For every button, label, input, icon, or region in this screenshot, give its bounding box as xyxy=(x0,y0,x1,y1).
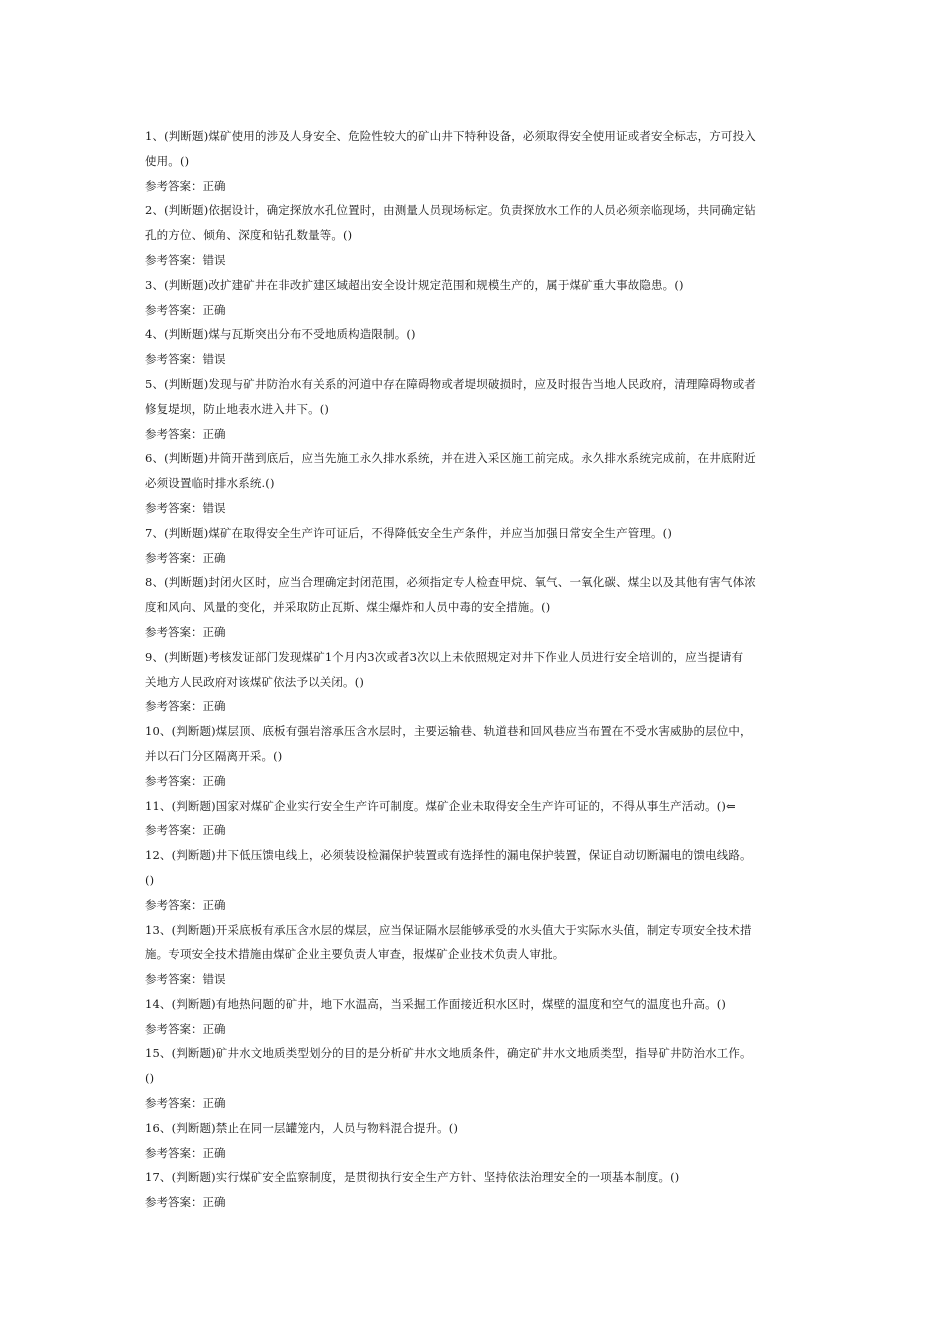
question-line: 11、(判断题)国家对煤矿企业实行安全生产许可制度。煤矿企业未取得安全生产许可证的，不得从事生产活动。()⇐ xyxy=(145,798,736,813)
answer-line: 参考答案：正确 xyxy=(145,1096,226,1111)
question-item xyxy=(145,719,810,793)
question-line: 13、(判断题)开采底板有承压含水层的煤层，应当保证隔水层能够承受的水头值大于实际水头值，制定专项安全技术措 xyxy=(145,922,752,937)
answer-line: 参考答案：错误 xyxy=(145,972,226,987)
answer-line: 参考答案：正确 xyxy=(145,699,226,714)
answer-line: 参考答案：正确 xyxy=(145,773,226,788)
question-item xyxy=(145,273,810,323)
answer-line: 参考答案：正确 xyxy=(145,1021,226,1036)
question-item xyxy=(145,1165,810,1215)
answer-line: 参考答案：正确 xyxy=(145,426,226,441)
question-item xyxy=(145,645,810,719)
question-item xyxy=(145,446,810,520)
answer-line: 参考答案：错误 xyxy=(145,352,226,367)
answer-line: 参考答案：错误 xyxy=(145,252,226,267)
question-line: 度和风向、风量的变化，并采取防止瓦斯、煤尘爆炸和人员中毒的安全措施。() xyxy=(145,600,551,615)
question-line: 6、(判断题)井筒开凿到底后，应当先施工永久排水系统，并在进入采区施工前完成。永久排水系统完成前，在井底附近 xyxy=(145,451,756,466)
question-line: 3、(判断题)改扩建矿井在非改扩建区域超出安全设计规定范围和规模生产的，属于煤矿重大事故隐患。() xyxy=(145,277,684,292)
question-line: 1、(判断题)煤矿使用的涉及人身安全、危险性较大的矿山井下特种设备，必须取得安全使用证或者安全标志，方可投入 xyxy=(145,129,756,143)
question-item xyxy=(145,1041,810,1115)
answer-line: 参考答案：正确 xyxy=(145,1145,226,1160)
question-line: 施。专项安全技术措施由煤矿企业主要负责人审查，报煤矿企业技术负责人审批。 xyxy=(145,947,565,962)
question-item xyxy=(145,570,810,644)
question-line: 10、(判断题)煤层顶、底板有强岩溶承压含水层时，主要运输巷、轨道巷和回风巷应当布置在不受水害威胁的层位中， xyxy=(145,724,752,739)
answer-line: 参考答案：正确 xyxy=(145,624,226,639)
question-line: 9、(判断题)考核发证部门发现煤矿1个月内3次或者3次以上未依照规定对井下作业人员进行安全培训的，应当提请有 xyxy=(145,649,744,664)
question-line: 7、(判断题)煤矿在取得安全生产许可证后，不得降低安全生产条件，并应当加强日常安全生产管理。() xyxy=(145,525,672,540)
question-line: () xyxy=(145,872,155,887)
question-line: 并以石门分区隔离开采。() xyxy=(145,748,283,763)
question-line: 17、(判断题)实行煤矿安全监察制度，是贯彻执行安全生产方针、坚持依法治理安全的一项基本制度。() xyxy=(145,1170,680,1185)
question-line: 使用。() xyxy=(145,153,190,168)
answer-line: 参考答案：正确 xyxy=(145,550,226,565)
question-item xyxy=(145,843,810,917)
answer-line: 参考答案：正确 xyxy=(145,1195,226,1210)
question-line: 修复堤坝，防止地表水进入井下。() xyxy=(145,401,330,416)
question-item xyxy=(145,322,810,372)
document-body xyxy=(145,124,810,1215)
answer-line: 参考答案：正确 xyxy=(145,897,226,912)
question-item xyxy=(145,1116,810,1166)
question-line: 必须设置临时排水系统.() xyxy=(145,476,275,491)
question-item xyxy=(145,918,810,992)
question-item xyxy=(145,521,810,571)
answer-line: 参考答案：正确 xyxy=(145,178,226,193)
question-line: 12、(判断题)井下低压馈电线上，必须装设检漏保护装置或有选择性的漏电保护装置，保证自动切断漏电的馈电线路。 xyxy=(145,848,752,863)
question-item xyxy=(145,372,810,446)
answer-line: 参考答案：错误 xyxy=(145,500,226,515)
question-line: () xyxy=(145,1071,155,1086)
question-line: 14、(判断题)有地热问题的矿井，地下水温高，当采掘工作面接近积水区时，煤壁的温度和空气的温度也升高。() xyxy=(145,996,727,1011)
question-line: 孔的方位、倾角、深度和钻孔数量等。() xyxy=(145,228,353,243)
answer-line: 参考答案：正确 xyxy=(145,823,226,838)
question-line: 关地方人民政府对该煤矿依法予以关闭。() xyxy=(145,674,364,689)
answer-line: 参考答案：正确 xyxy=(145,302,226,317)
question-line: 15、(判断题)矿井水文地质类型划分的目的是分析矿井水文地质条件，确定矿井水文地质类型，指导矿井防治水工作。 xyxy=(145,1046,752,1061)
question-line: 2、(判断题)依据设计，确定探放水孔位置时，由测量人员现场标定。负责探放水工作的人员必须亲临现场，共同确定钻 xyxy=(145,203,756,218)
question-item xyxy=(145,198,810,272)
question-line: 5、(判断题)发现与矿井防治水有关系的河道中存在障碍物或者堤坝破损时，应及时报告当地人民政府，清理障碍物或者 xyxy=(145,376,756,391)
question-item xyxy=(145,794,810,844)
question-line: 8、(判断题)封闭火区时，应当合理确定封闭范围，必须指定专人检查甲烷、氧气、一氧化碳、煤尘以及其他有害气体浓 xyxy=(145,575,756,590)
question-line: 4、(判断题)煤与瓦斯突出分布不受地质构造限制。() xyxy=(145,327,416,342)
question-item xyxy=(145,124,810,198)
question-item xyxy=(145,992,810,1042)
question-line: 16、(判断题)禁止在同一层罐笼内，人员与物料混合提升。() xyxy=(145,1120,459,1135)
